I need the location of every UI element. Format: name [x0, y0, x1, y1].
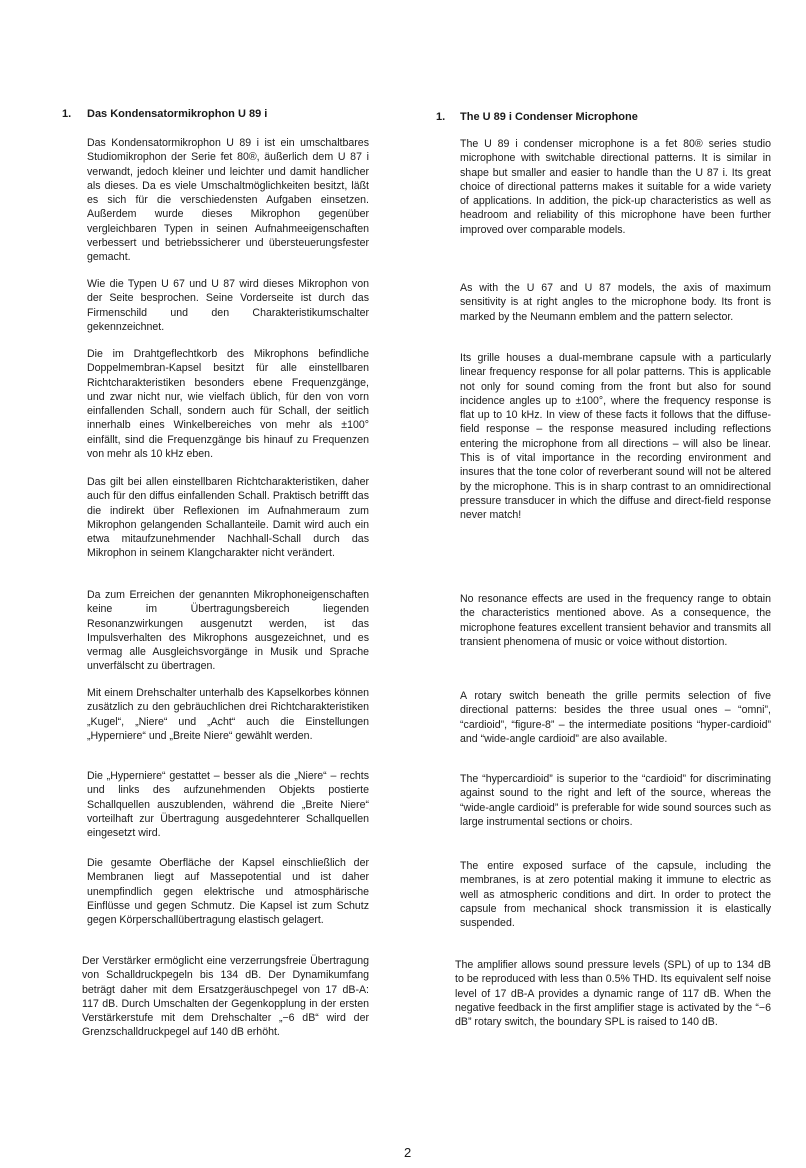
right-paragraph: The U 89 i condenser microphone is a fet 80® series studio microphone with switchable directional patterns. It is similar in shape but smaller and easier to handle than the U 87 i. Its great choice of directional patterns makes it suitable for a wide variety of applications. In addition, the pick-up characteristics as well as headroom and reliability of this microphone have been further improved over comparable models. [460, 138, 771, 236]
left-paragraph: Die im Drahtgeflechtkorb des Mikrophons befindliche Doppelmembran-Kapsel besitzt für alle einstellbaren Richtcharakteristiken besonders ebene Frequenzgänge, und zwar nicht nur, wie vielfach üblich, für den von vorn einfallenden Schall, sondern auch für Schall, der seitlich innerhalb eines Winkelbereiches von mehr als ±100° einfällt, sind die Frequenzgänge bis hinauf zu Frequenzen von mehr als 10 kHz eben. [87, 348, 369, 461]
right-paragraph: No resonance effects are used in the frequency range to obtain the characteristics mentioned above. As a consequence, the microphone features excellent transient behavior and transmits all transient phenomena of music or voice without distortion. [460, 593, 771, 648]
left-paragraph: Der Verstärker ermöglicht eine verzerrungsfreie Übertragung von Schalldruckpegeln bis 134 dB. Der Dynamikumfang beträgt daher mit dem Ersatzgeräuschpegel von 17 dB-A: 117 dB. Durch Umschalten der Gegenkopplung in der ersten Verstärkerstufe mit dem Drehschalter „−6 dB“ wird der Grenzschalldruckpegel auf 140 dB erhöht. [82, 955, 369, 1039]
left-paragraph: Wie die Typen U 67 und U 87 wird dieses Mikrophon von der Seite besprochen. Seine Vorderseite ist durch das Firmenschild und den Charakteristikumschalter gekennzeichnet. [87, 278, 369, 333]
right-section-title: The U 89 i Condenser Microphone [460, 111, 638, 123]
right-paragraph: A rotary switch beneath the grille permits selection of five directional patterns: besides the three usual ones – “omni”, “cardioid”, “figure-8” – the intermediate positions “hyper-cardioid” and “wide-angle cardioid” are also available. [460, 690, 771, 745]
right-section-number: 1. [436, 111, 446, 123]
right-paragraph: The “hypercardioid” is superior to the “cardioid” for discriminating against sound to the right and left of the source, whereas the “wide-angle cardioid” is preferable for wide sound sources such as large instrumental sections or choirs. [460, 773, 771, 828]
left-paragraph: Das Kondensatormikrophon U 89 i ist ein umschaltbares Studiomikrophon der Serie fet 80®, äußerlich dem U 87 i verwandt, jedoch kleiner und leichter und damit handlicher als dieses. Da es viele Umschaltmöglichkeiten besitzt, läßt es sich für die verschiedensten Aufgaben einsetzen. Außerdem wurde dieses Mikrophon gegenüber vergleichbaren Typen in seinen Aufnahmeeigenschaften verbessert und betriebssicherer und übersteuerungsfester gemacht. [87, 137, 369, 264]
left-paragraph: Mit einem Drehschalter unterhalb des Kapselkorbes können zusätzlich zu den gebräuchlichen drei Richtcharakteristiken „Kugel“, „Niere“ und „Acht“ auch die Einstellungen „Hyperniere“ und „Breite Niere“ gewählt werden. [87, 687, 369, 742]
left-section-title: Das Kondensatormikrophon U 89 i [87, 108, 268, 120]
left-section-number: 1. [62, 108, 72, 120]
right-paragraph: The amplifier allows sound pressure levels (SPL) of up to 134 dB to be reproduced with less than 0.5% THD. Its equivalent self noise level of 17 dB-A provides a dynamic range of 117 dB. When the negative feedback in the first amplifier stage is activated by the “−6 dB” rotary switch, the boundary SPL is raised to 140 dB. [455, 959, 771, 1029]
left-paragraph: Das gilt bei allen einstellbaren Richtcharakteristiken, daher auch für den diffus einfallenden Schall. Praktisch betrifft das die indirekt über Reflexionen im Aufnahmeraum zum Mikrophon gelangenden Schallanteile. Damit wird auch ein etwa mitaufzunehmender Nachhall-Schall durch das Mikrophon in seinem Klangcharakter nicht verändert. [87, 476, 369, 560]
page-number: 2 [404, 1145, 412, 1160]
right-paragraph: As with the U 67 and U 87 models, the axis of maximum sensitivity is at right angles to the microphone body. Its front is marked by the Neumann emblem and the pattern selector. [460, 282, 771, 323]
left-paragraph: Die gesamte Oberfläche der Kapsel einschließlich der Membranen liegt auf Massepotential und ist daher unempfindlich gegen elektrische und atmosphärische Einflüsse und gegen Schmutz. Die Kapsel ist zum Schutz gegen Körperschallübertragung elastisch gelagert. [87, 857, 369, 927]
right-paragraph: The entire exposed surface of the capsule, including the membranes, is at zero potential making it immune to electric as well as atmospheric conditions and dirt. In order to protect the capsule from mechanical shock transmission it is elastically suspended. [460, 860, 771, 930]
left-paragraph: Da zum Erreichen der genannten Mikrophoneigenschaften keine im Übertragungsbereich liegenden Resonanzwirkungen ausgenutzt werden, ist das Impulsverhalten des Mikrophons ausgezeichnet, und es vermag alle Ausgleichsvorgänge in Musik und Sprache unverfälscht zu übertragen. [87, 589, 369, 673]
left-paragraph: Die „Hyperniere“ gestattet – besser als die „Niere“ – rechts und links des aufzunehmenden Objekts postierte Schallquellen auszublenden, während die „Breite Niere“ vorteilhaft zur Übertragung ausgedehnterer Schallquellen eingesetzt wird. [87, 770, 369, 840]
right-paragraph: Its grille houses a dual-membrane capsule with a particularly linear frequency response for all polar patterns. This is applicable not only for sound coming from the front but also for sound incidence angles up to ±100°, where the frequency response is flat up to 10 kHz. In view of these facts it follows that the diffuse-field response – the response measured including reflections entering the microphone from all directions – will also be linear. This is of vital importance in the recording environment and insures that the tone color of reverberant sound will not be altered by the microphone. This is in sharp contrast to an omnidirectional pressure transducer in which the diffuse and direct-field response never match! [460, 352, 771, 522]
